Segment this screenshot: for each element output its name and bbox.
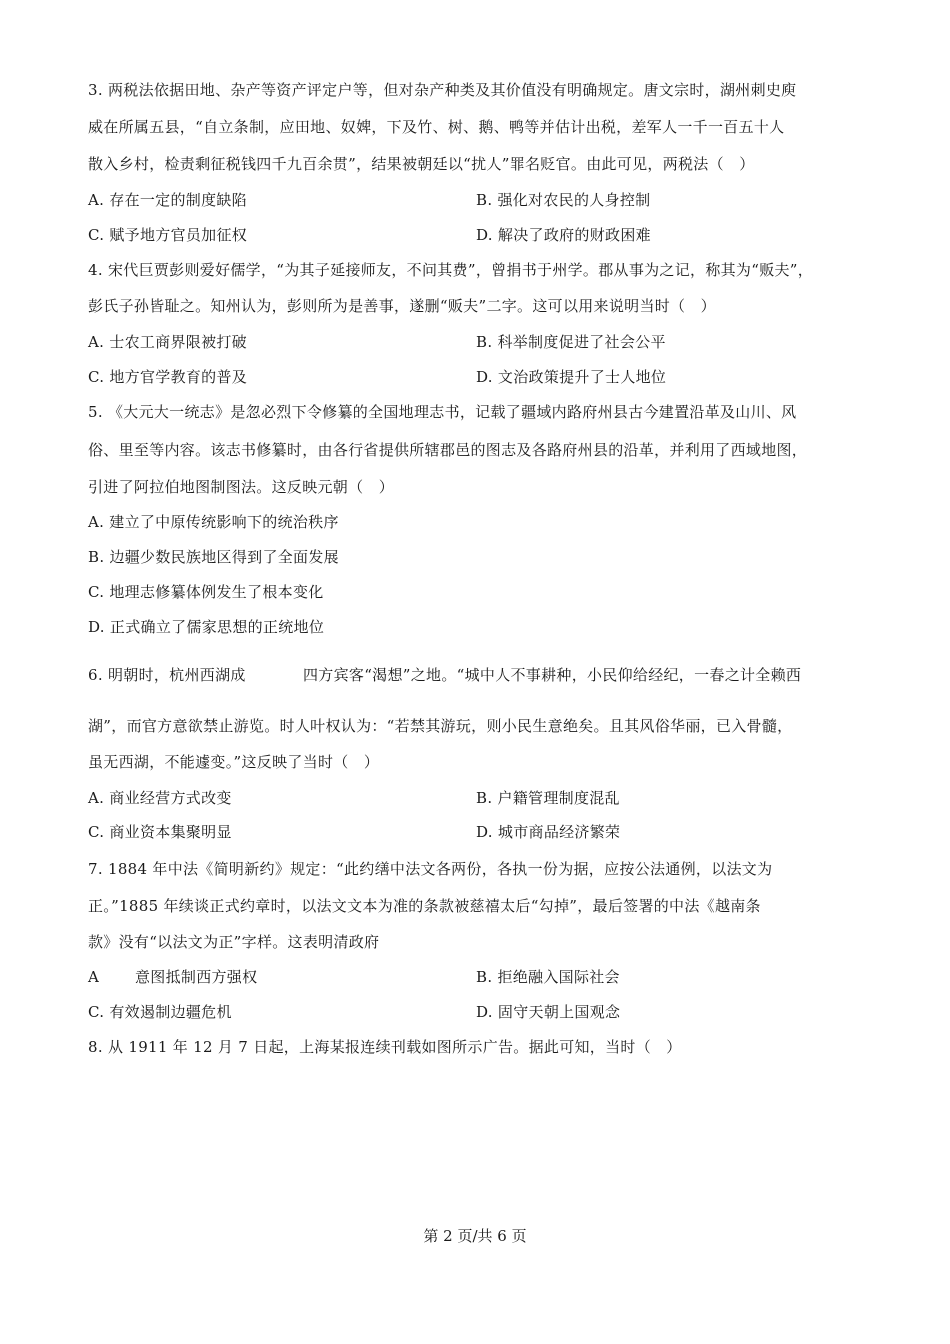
q4-option-d[interactable]: D. 文治政策提升了士人地位: [476, 368, 667, 386]
q6-stem-part-1: 6. 明朝时，杭州西湖成: [88, 666, 246, 684]
q3-stem-line-2: 威在所属五县，“自立条制，应田地、奴婢，下及竹、树、鹅、鸭等并估计出税，差军人一千一百五十人: [88, 118, 785, 136]
q5-stem-line-3: 引进了阿拉伯地图制图法。这反映元朝（ ）: [88, 478, 395, 496]
q3-stem-line-3: 散入乡村，检责剩征税钱四千九百余贯”，结果被朝廷以“扰人”罪名贬官。由此可见，两税法（ ）: [88, 155, 755, 173]
q6-stem-part-2: 四方宾客“渴想”之地。“城中人不事耕种，小民仰给经纪，一春之计全赖西: [303, 666, 802, 684]
q7-option-b[interactable]: B. 拒绝融入国际社会: [476, 968, 620, 986]
q7-stem-line-2: 正。”1885 年续谈正式约章时，以法文文本为准的条款被慈禧太后“勾掉”，最后签署的中法《越南条: [88, 897, 761, 915]
q5-option-c[interactable]: C. 地理志修纂体例发生了根本变化: [88, 583, 324, 601]
q3-stem-line-1: 3. 两税法依据田地、杂产等资产评定户等，但对杂产种类及其价值没有明确规定。唐文宗时，湖州刺史庾: [88, 81, 797, 99]
q6-stem-line-2: 湖”，而官方意欲禁止游览。时人叶权认为：“若禁其游玩，则小民生意绝矣。且其风俗华丽，已入骨髓，: [88, 717, 793, 735]
q6-option-c[interactable]: C. 商业资本集聚明显: [88, 823, 232, 841]
page-number-footer: 第 2 页/共 6 页: [423, 1227, 527, 1245]
q7-option-c[interactable]: C. 有效遏制边疆危机: [88, 1003, 232, 1021]
q5-stem-line-2: 俗、里至等内容。该志书修纂时，由各行省提供所辖郡邑的图志及各路府州县的沿革，并利用了西域地图，: [88, 441, 808, 459]
q4-stem-line-2: 彭氏子孙皆耻之。知州认为，彭则所为是善事，遂删“贩夫”二字。这可以用来说明当时（ ）: [88, 297, 716, 315]
q7-option-a[interactable]: 意图抵制西方强权: [135, 968, 258, 986]
q8-stem: 8. 从 1911 年 12 月 7 日起，上海某报连续刊载如图所示广告。据此可知，当时（ ）: [88, 1038, 682, 1056]
q5-option-d[interactable]: D. 正式确立了儒家思想的正统地位: [88, 618, 325, 636]
q6-option-a[interactable]: A. 商业经营方式改变: [88, 789, 232, 807]
q5-option-a[interactable]: A. 建立了中原传统影响下的统治秩序: [88, 513, 339, 531]
q4-option-c[interactable]: C. 地方官学教育的普及: [88, 368, 248, 386]
q4-option-b[interactable]: B. 科举制度促进了社会公平: [476, 333, 666, 351]
q7-stem-line-3: 款》没有“以法文为正”字样。这表明清政府: [88, 933, 380, 951]
q4-stem-line-1: 4. 宋代巨贾彭则爱好儒学，“为其子延接师友，不问其费”，曾捐书于州学。郡从事为之记，称其为“贩夫”，: [88, 261, 814, 279]
q6-option-d[interactable]: D. 城市商品经济繁荣: [476, 823, 621, 841]
q6-stem-line-3: 虽无西湖，不能遽变。”这反映了当时（ ）: [88, 753, 380, 771]
q4-option-a[interactable]: A. 士农工商界限被打破: [88, 333, 247, 351]
q5-option-b[interactable]: B. 边疆少数民族地区得到了全面发展: [88, 548, 339, 566]
q3-option-a[interactable]: A. 存在一定的制度缺陷: [88, 191, 247, 209]
q3-option-c[interactable]: C. 赋予地方官员加征权: [88, 226, 248, 244]
q7-option-a-letter[interactable]: A: [88, 968, 100, 986]
q7-stem-line-1: 7. 1884 年中法《简明新约》规定：“此约缮中法文各两份，各执一份为据，应按公法通例，以法文为: [88, 860, 773, 878]
q6-option-b[interactable]: B. 户籍管理制度混乱: [476, 789, 620, 807]
q5-stem-line-1: 5. 《大元大一统志》是忽必烈下令修纂的全国地理志书，记载了疆域内路府州县古今建置沿革及山川、风: [88, 403, 797, 421]
q3-option-b[interactable]: B. 强化对农民的人身控制: [476, 191, 651, 209]
q3-option-d[interactable]: D. 解决了政府的财政困难: [476, 226, 651, 244]
q7-option-d[interactable]: D. 固守天朝上国观念: [476, 1003, 621, 1021]
